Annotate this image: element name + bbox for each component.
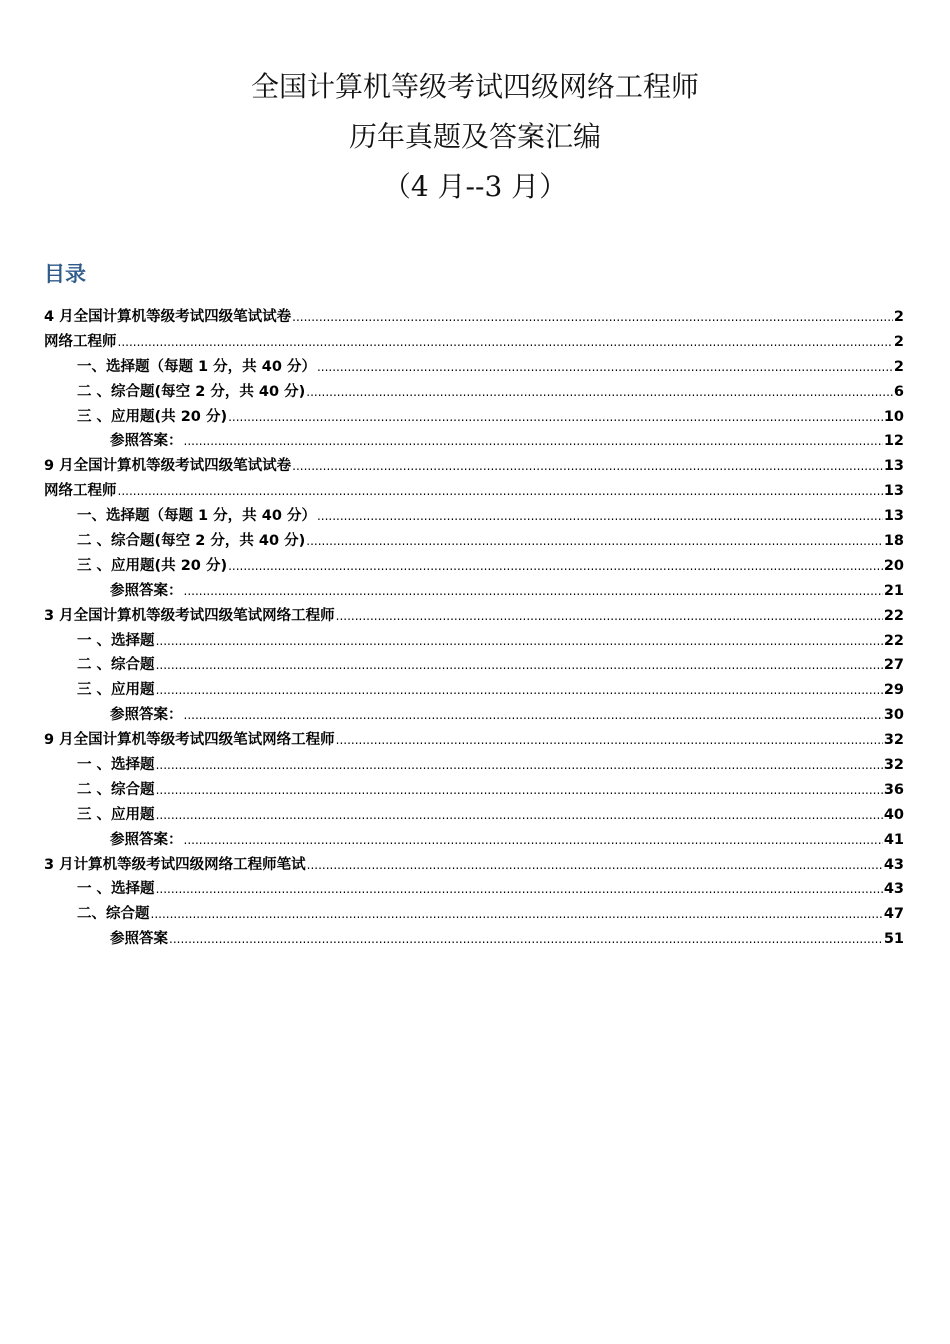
toc-entry[interactable]	[44, 355, 904, 380]
toc-entry-label: 一、选择题（每题 1 分，共 40 分）	[77, 358, 316, 375]
toc-entry-label: 网络工程师	[44, 333, 117, 350]
toc-entry[interactable]	[44, 753, 904, 778]
toc-dot-leader	[156, 881, 883, 897]
toc-dot-leader	[156, 682, 883, 698]
toc-entry-label: 参照答案：	[110, 831, 183, 848]
toc-entry-page-number: 13	[883, 508, 904, 525]
toc-entry[interactable]	[44, 579, 904, 604]
title-line-1: 全国计算机等级考试四级网络工程师	[250, 70, 699, 103]
toc-dot-leader	[317, 359, 893, 375]
toc-entry-page-number: 47	[883, 906, 904, 923]
toc-dot-leader	[306, 384, 893, 400]
toc-entry-label: 网络工程师	[44, 483, 117, 500]
toc-entry-label: 9 月全国计算机等级考试四级笔试试卷	[44, 458, 292, 475]
toc-dot-leader	[169, 931, 883, 947]
toc-dot-leader	[336, 608, 883, 624]
toc-entry-page-number: 13	[883, 483, 904, 500]
toc-entry-page-number: 29	[883, 682, 904, 699]
toc-entry[interactable]	[44, 479, 904, 504]
toc-entry[interactable]	[44, 330, 904, 355]
toc-entry[interactable]	[44, 504, 904, 529]
toc-entry[interactable]	[44, 429, 904, 454]
toc-heading: 目录	[44, 262, 86, 286]
toc-entry[interactable]	[44, 678, 904, 703]
toc-entry-label: 一 、选择题	[77, 632, 155, 649]
toc-entry-page-number: 13	[883, 458, 904, 475]
toc-dot-leader	[184, 707, 883, 723]
toc-dot-leader	[184, 583, 883, 599]
toc-entry-page-number: 43	[883, 881, 904, 898]
toc-dot-leader	[228, 409, 883, 425]
toc-entry-page-number: 12	[883, 433, 904, 450]
toc-entry-page-number: 43	[883, 856, 904, 873]
toc-entry-page-number: 32	[883, 732, 904, 749]
toc-entry-label: 参照答案：	[110, 582, 183, 599]
toc-entry-page-number: 10	[883, 408, 904, 425]
toc-dot-leader	[156, 782, 883, 798]
toc-entry-label: 一、选择题（每题 1 分，共 40 分）	[77, 508, 316, 525]
toc-dot-leader	[156, 807, 883, 823]
toc-entry-label: 三 、应用题(共 20 分)	[77, 408, 228, 425]
toc-dot-leader	[292, 309, 893, 325]
toc-entry-label: 一 、选择题	[77, 757, 155, 774]
toc-entry-page-number: 32	[883, 757, 904, 774]
toc-entry-label: 9 月全国计算机等级考试四级笔试网络工程师	[44, 732, 335, 749]
toc-dot-leader	[184, 433, 883, 449]
toc-entry[interactable]	[44, 653, 904, 678]
toc-dot-leader	[156, 633, 883, 649]
toc-dot-leader	[156, 657, 883, 673]
toc-entry-page-number: 40	[883, 806, 904, 823]
toc-entry[interactable]	[44, 902, 904, 927]
toc-entry[interactable]	[44, 927, 904, 952]
toc-dot-leader	[336, 732, 883, 748]
toc-entry-label: 一 、选择题	[77, 881, 155, 898]
toc-dot-leader	[317, 508, 883, 524]
toc-entry[interactable]	[44, 454, 904, 479]
toc-dot-leader	[156, 757, 883, 773]
toc-entry-page-number: 2	[893, 309, 904, 325]
toc-entry[interactable]	[44, 778, 904, 803]
toc-dot-leader	[118, 334, 893, 350]
toc-entry-page-number: 2	[893, 333, 904, 350]
toc-entry-page-number: 41	[883, 831, 904, 848]
toc-entry-page-number: 30	[883, 707, 904, 724]
title-line-3: （4 月--3 月）	[382, 170, 568, 203]
toc-entry-page-number: 51	[883, 931, 904, 948]
toc-entry-label: 二、综合题	[77, 906, 150, 923]
toc-entry-page-number: 18	[883, 533, 904, 550]
toc-dot-leader	[228, 558, 883, 574]
toc-entry[interactable]	[44, 554, 904, 579]
toc-entry-label: 参照答案	[110, 931, 168, 948]
toc-entry[interactable]	[44, 803, 904, 828]
toc-entry-label: 4 月全国计算机等级考试四级笔试试卷	[44, 309, 292, 325]
toc-entry-label: 二 、综合题(每空 2 分，共 40 分)	[77, 383, 306, 400]
toc-entry-label: 参照答案：	[110, 707, 183, 724]
toc-entry-label: 三 、应用题	[77, 682, 155, 699]
toc-entry-label: 参照答案：	[110, 433, 183, 450]
toc-entry-page-number: 2	[893, 358, 904, 375]
toc-dot-leader	[307, 857, 883, 873]
toc-entry-label: 二 、综合题	[77, 781, 155, 798]
toc-entry[interactable]	[44, 529, 904, 554]
toc-entry[interactable]	[44, 853, 904, 878]
toc-entry-label: 二 、综合题(每空 2 分，共 40 分)	[77, 533, 306, 550]
title-line-2: 历年真题及答案汇编	[348, 120, 601, 153]
toc-entry-page-number: 36	[883, 781, 904, 798]
toc-entry[interactable]	[44, 828, 904, 853]
toc-entry-label: 三 、应用题(共 20 分)	[77, 557, 228, 574]
toc-dot-leader	[306, 533, 883, 549]
toc-dot-leader	[292, 458, 883, 474]
toc-entry-page-number: 27	[883, 657, 904, 674]
toc-entry[interactable]	[44, 604, 904, 629]
toc-dot-leader	[151, 906, 883, 922]
toc-entry-page-number: 22	[883, 632, 904, 649]
toc-entry[interactable]	[44, 305, 904, 330]
toc-entry[interactable]	[44, 629, 904, 654]
toc-entry[interactable]	[44, 380, 904, 405]
toc-entry-page-number: 20	[883, 557, 904, 574]
toc-entry[interactable]	[44, 877, 904, 902]
document-title	[0, 62, 950, 212]
toc-entry-label: 3 月全国计算机等级考试四级笔试网络工程师	[44, 607, 335, 624]
toc-entry[interactable]	[44, 405, 904, 430]
toc-entry[interactable]	[44, 703, 904, 728]
toc-entry-label: 二 、综合题	[77, 657, 155, 674]
toc-entry-page-number: 22	[883, 607, 904, 624]
toc-entry-label: 3 月计算机等级考试四级网络工程师笔试	[44, 856, 306, 873]
toc-entry-page-number: 6	[893, 383, 904, 400]
toc-entry-label: 三 、应用题	[77, 806, 155, 823]
toc-dot-leader	[184, 832, 883, 848]
toc-entry[interactable]	[44, 728, 904, 753]
toc-dot-leader	[118, 483, 883, 499]
toc-entry-page-number: 21	[883, 582, 904, 599]
table-of-contents	[44, 305, 904, 952]
